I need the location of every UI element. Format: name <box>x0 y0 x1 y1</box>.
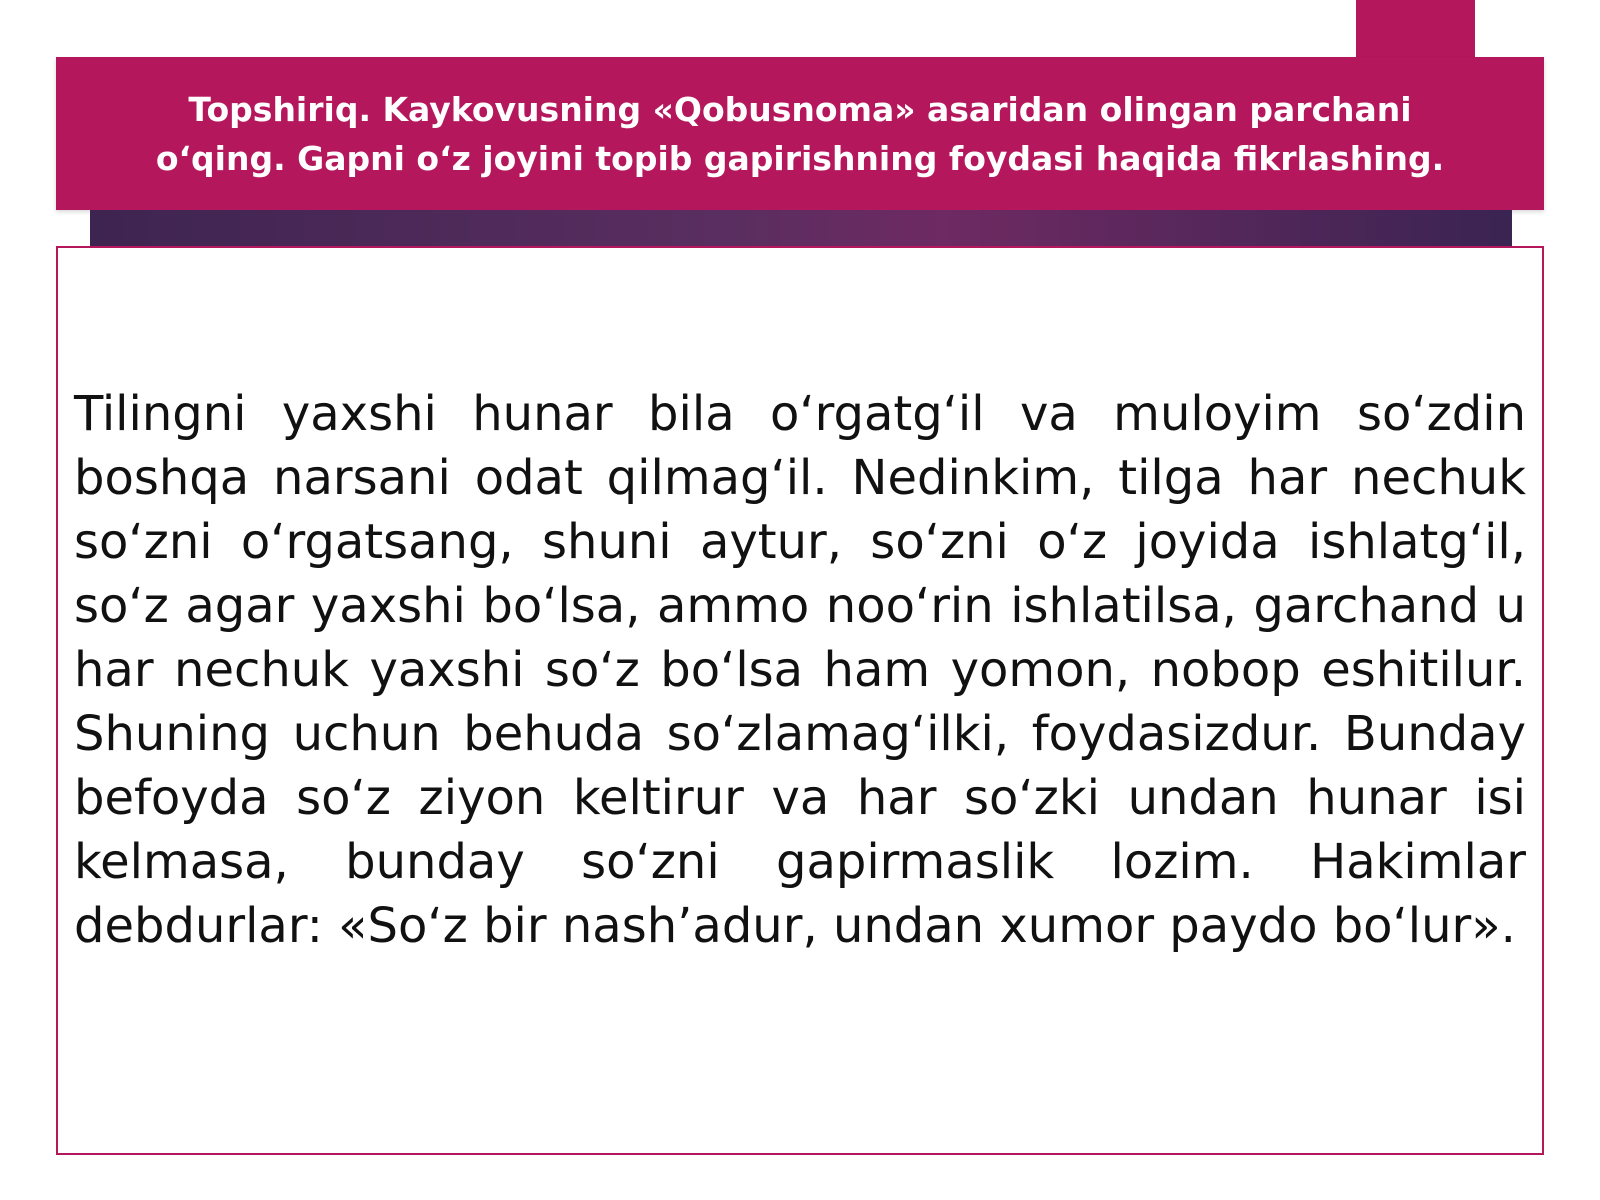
content-box <box>56 246 1544 1155</box>
slide-title <box>156 85 1444 183</box>
decorative-top-tab <box>1356 0 1475 60</box>
slide-title-line-1: Topshiriq. Kaykovusning «Qobusnoma» asaridan olingan parchani <box>188 89 1412 129</box>
passage-text: Tilingni yaxshi hunar bila o‘rgatg‘il va muloyim so‘zdin boshqa narsani odat qilmag‘il. Nedinkim, tilga har nechuk so‘zni o‘rgatsang, shuni aytur, so‘zni o‘z joyida ishlatg‘il, so‘z agar yaxshi bo‘lsa, ammo noo‘rin ishlatilsa, garchand u har nechuk yaxshi so‘z bo‘lsa ham yomon, nobop eshitilur. Shuning uchun behuda so‘zlamag‘ilki, foydasizdur. Bunday befoyda so‘z ziyon keltirur va har so‘zki undan hunar isi kelmasa, bunday so‘zni gapirmaslik lozim. Hakimlar debdurlar: «So‘z bir nash’adur, undan xumor paydo bo‘lur». <box>74 386 1526 954</box>
decorative-shadow-band <box>90 210 1512 246</box>
slide-title-line-2: o‘qing. Gapni o‘z joyini topib gapirishning foydasi haqida fikrlashing. <box>155 138 1445 178</box>
title-banner <box>56 57 1544 210</box>
